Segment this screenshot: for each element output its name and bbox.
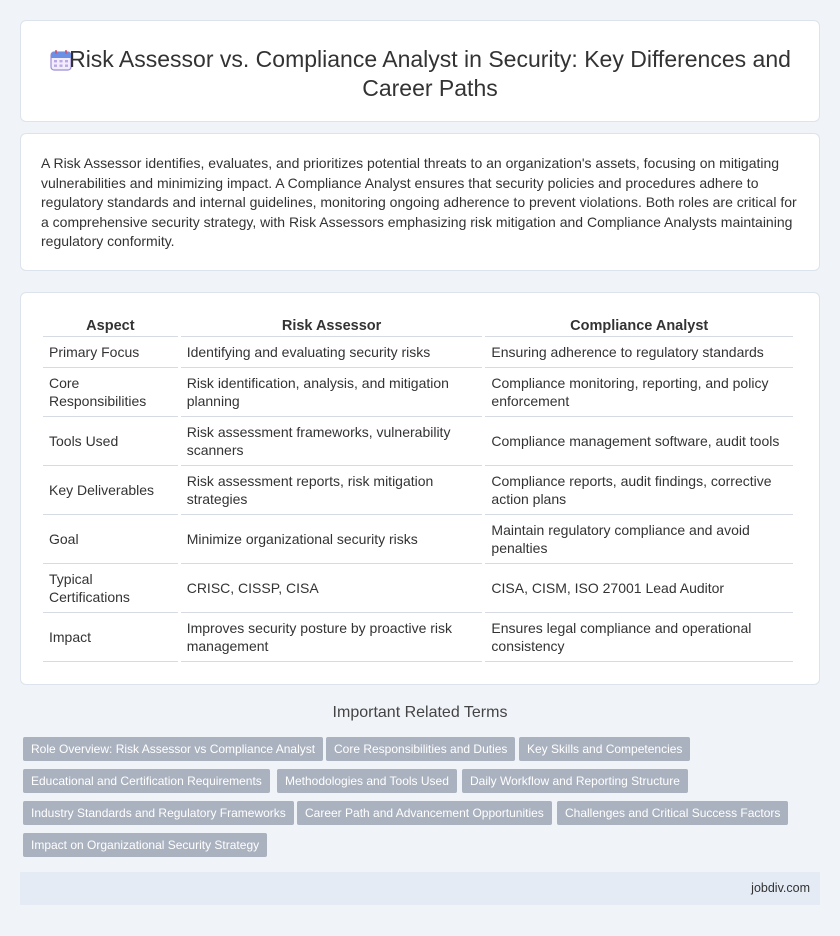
table-cell: Risk assessment frameworks, vulnerability scanners bbox=[181, 417, 483, 466]
table-cell: CISA, CISM, ISO 27001 Lead Auditor bbox=[485, 564, 793, 613]
table-cell: Ensuring adherence to regulatory standards bbox=[485, 337, 793, 368]
table-cell: Improves security posture by proactive risk management bbox=[181, 613, 483, 662]
table-row bbox=[43, 515, 793, 564]
related-term-tag[interactable]: Educational and Certification Requirements bbox=[23, 769, 270, 793]
table-row bbox=[43, 417, 793, 466]
intro-text: A Risk Assessor identifies, evaluates, and prioritizes potential threats to an organization's assets, focusing on mitigating vulnerabilities and minimizing impact. A Compliance Analyst ensures that security policies and procedures adhere to regulatory standards and internal guidelines, monitoring ongoing adherence to prevent violations. Both roles are critical for a comprehensive security strategy, with Risk Assessors emphasizing risk mitigation and Compliance Analysts maintaining regulatory conformity. bbox=[41, 155, 797, 249]
table-cell: Risk assessment reports, risk mitigation strategies bbox=[181, 466, 483, 515]
table-cell: Minimize organizational security risks bbox=[181, 515, 483, 564]
column-header: Aspect bbox=[43, 311, 178, 337]
table-cell: Tools Used bbox=[43, 417, 178, 466]
table-cell: Risk identification, analysis, and mitigation planning bbox=[181, 368, 483, 417]
related-term-tag[interactable]: Career Path and Advancement Opportunities bbox=[297, 801, 552, 825]
table-cell: Core Responsibilities bbox=[43, 368, 178, 417]
table-row bbox=[43, 613, 793, 662]
table-cell: Primary Focus bbox=[43, 337, 178, 368]
footer bbox=[20, 872, 820, 905]
site-link[interactable]: jobdiv.com bbox=[751, 881, 810, 895]
related-term-tag[interactable]: Core Responsibilities and Duties bbox=[326, 737, 515, 761]
table-cell: Goal bbox=[43, 515, 178, 564]
table-row bbox=[43, 466, 793, 515]
table-row bbox=[43, 337, 793, 368]
related-term-tag[interactable]: Industry Standards and Regulatory Frameworks bbox=[23, 801, 294, 825]
table-cell: Identifying and evaluating security risks bbox=[181, 337, 483, 368]
table-cell: Maintain regulatory compliance and avoid penalties bbox=[485, 515, 793, 564]
table-row bbox=[43, 564, 793, 613]
related-term-tag[interactable]: Methodologies and Tools Used bbox=[277, 769, 457, 793]
comparison-table-card bbox=[20, 292, 820, 685]
comparison-table bbox=[40, 311, 796, 662]
column-header: Risk Assessor bbox=[181, 311, 483, 337]
table-cell: Ensures legal compliance and operational consistency bbox=[485, 613, 793, 662]
intro-card bbox=[20, 133, 820, 271]
table-cell: Key Deliverables bbox=[43, 466, 178, 515]
related-term-tag[interactable]: Daily Workflow and Reporting Structure bbox=[462, 769, 688, 793]
table-cell: Compliance monitoring, reporting, and policy enforcement bbox=[485, 368, 793, 417]
table-cell: Compliance management software, audit tools bbox=[485, 417, 793, 466]
column-header: Compliance Analyst bbox=[485, 311, 793, 337]
table-row bbox=[43, 368, 793, 417]
table-cell: Compliance reports, audit findings, corrective action plans bbox=[485, 466, 793, 515]
related-terms-title: Important Related Terms bbox=[332, 704, 508, 721]
table-cell: Typical Certifications bbox=[43, 564, 178, 613]
table-cell: Impact bbox=[43, 613, 178, 662]
related-term-tag[interactable]: Challenges and Critical Success Factors bbox=[557, 801, 788, 825]
related-term-tag[interactable]: Role Overview: Risk Assessor vs Compliance Analyst bbox=[23, 737, 323, 761]
related-term-tag[interactable]: Key Skills and Competencies bbox=[519, 737, 690, 761]
header-card bbox=[20, 20, 820, 122]
page-title: Risk Assessor vs. Compliance Analyst in Security: Key Differences and Career Paths bbox=[69, 46, 791, 101]
table-cell: CRISC, CISSP, CISA bbox=[181, 564, 483, 613]
related-term-tag[interactable]: Impact on Organizational Security Strategy bbox=[23, 833, 267, 857]
